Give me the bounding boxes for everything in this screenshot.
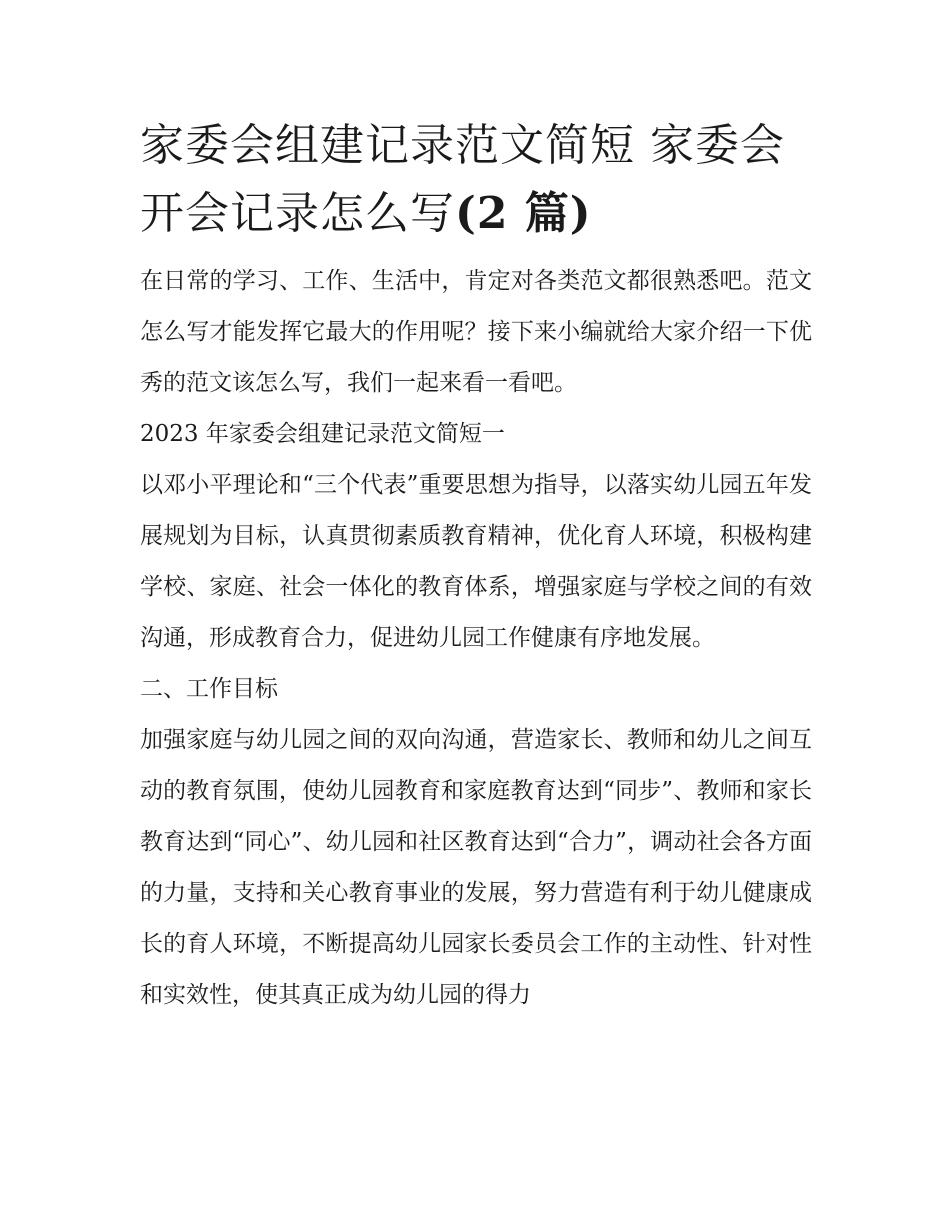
document-title (140, 112, 812, 248)
document-page (140, 112, 812, 1021)
intro-paragraph: 在日常的学习、工作、生活中，肯定对各类范文都很熟悉吧。范文怎么写才能发挥它最大的作用呢？接下来小编就给大家介绍一下优秀的范文该怎么写，我们一起来看一看吧。 (140, 268, 812, 396)
title-suffix: (2 篇) (455, 188, 592, 239)
paragraph-work-goals: 加强家庭与幼儿园之间的双向沟通，营造家长、教师和幼儿之间互动的教育氛围，使幼儿园教育和家庭教育达到“同步”、教师和家长教育达到“同心”、幼儿园和社区教育达到“合力”，调动社会各方面的力量，支持和关心教育事业的发展，努力营造有利于幼儿健康成长的育人环境，不断提高幼儿园家长委员会工作的主动性、针对性和实效性，使其真正成为幼儿园的得力 (140, 727, 812, 1008)
title-main: 家委会组建记录范文简短 家委会开会记录怎么写 (140, 120, 785, 239)
heading-work-goals: 二、工作目标 (140, 676, 278, 702)
section-title: 2023 年家委会组建记录范文简短一 (140, 421, 505, 447)
paragraph-guiding-ideology: 以邓小平理论和“三个代表”重要思想为指导，以落实幼儿园五年发展规划为目标，认真贯彻素质教育精神，优化育人环境，积极构建学校、家庭、社会一体化的教育体系，增强家庭与学校之间的有效沟通，形成教育合力，促进幼儿园工作健康有序地发展。 (140, 472, 812, 651)
